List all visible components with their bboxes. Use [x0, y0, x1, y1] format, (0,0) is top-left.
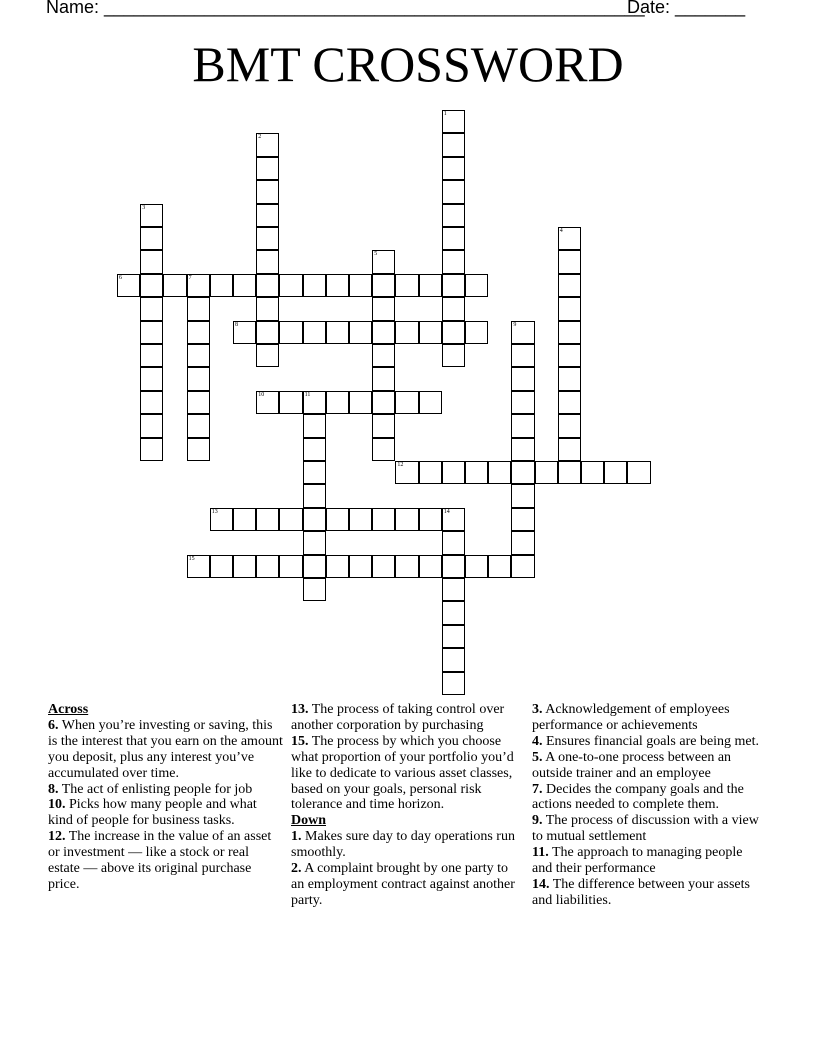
grid-cell[interactable] — [326, 391, 349, 414]
grid-cell[interactable] — [140, 297, 163, 320]
grid-cell[interactable] — [442, 601, 465, 624]
clue-down-2: 2. A complaint brought by one party to an employment contract against another party. — [291, 861, 515, 908]
grid-cell[interactable] — [419, 274, 442, 297]
grid-cell[interactable] — [349, 391, 372, 414]
clue-number: 14 — [443, 508, 450, 515]
grid-cell[interactable] — [187, 367, 210, 390]
grid-cell[interactable] — [558, 414, 581, 437]
grid-cell[interactable] — [326, 321, 349, 344]
grid-cell[interactable] — [140, 367, 163, 390]
grid-cell[interactable] — [303, 321, 326, 344]
clue-down-11: 11. The approach to managing people and their performance — [532, 845, 743, 877]
grid-cell[interactable] — [372, 344, 395, 367]
grid-cell[interactable] — [442, 274, 465, 297]
grid-cell[interactable] — [395, 391, 418, 414]
grid-cell[interactable] — [442, 297, 465, 320]
grid-cell[interactable] — [395, 555, 418, 578]
clues-column-3 — [532, 702, 764, 909]
grid-cell[interactable] — [303, 391, 326, 414]
grid-cell[interactable] — [303, 274, 326, 297]
clue-across-15: 15. The process by which you choose what proportion of your portfolio you’d like to dedicate to various asset classes, based on your goals, personal risk tolerance and time horizon. — [291, 733, 514, 813]
grid-cell[interactable] — [256, 180, 279, 203]
grid-cell[interactable] — [465, 321, 488, 344]
clue-number: 11 — [304, 391, 311, 398]
grid-cell[interactable] — [233, 508, 256, 531]
grid-cell[interactable] — [511, 484, 534, 507]
grid-cell[interactable] — [372, 321, 395, 344]
grid-cell[interactable] — [256, 297, 279, 320]
grid-cell[interactable] — [465, 274, 488, 297]
grid-cell[interactable] — [442, 227, 465, 250]
clue-across-10: 10. Picks how many people and what kind of people for business tasks. — [48, 797, 257, 829]
grid-cell[interactable] — [303, 508, 326, 531]
clue-down-4: 4. Ensures financial goals are being met. — [532, 733, 760, 749]
grid-cell[interactable] — [256, 555, 279, 578]
grid-cell[interactable] — [140, 204, 163, 227]
grid-cell[interactable] — [558, 227, 581, 250]
grid-cell[interactable] — [303, 555, 326, 578]
clue-down-1: 1. Makes sure day to day operations run smoothly. — [291, 829, 515, 861]
clue-number: 13 — [211, 508, 218, 515]
clue-across-6: 6. When you’re investing or saving, this is the interest that you earn on the amount you deposit, plus any interest you’ve accumulated over time. — [48, 717, 283, 781]
grid-cell[interactable] — [187, 297, 210, 320]
grid-cell[interactable] — [511, 555, 534, 578]
grid-cell[interactable] — [187, 321, 210, 344]
grid-cell[interactable] — [442, 531, 465, 554]
grid-cell[interactable] — [442, 555, 465, 578]
grid-cell[interactable] — [372, 274, 395, 297]
grid-cell[interactable] — [210, 274, 233, 297]
page-title: BMT CROSSWORD — [192, 36, 624, 92]
grid-cell[interactable] — [279, 508, 302, 531]
grid-cell[interactable] — [279, 555, 302, 578]
grid-cell[interactable] — [511, 391, 534, 414]
grid-cell[interactable] — [117, 274, 140, 297]
grid-cell[interactable] — [442, 204, 465, 227]
grid-cell[interactable] — [187, 555, 210, 578]
grid-cell[interactable] — [395, 461, 418, 484]
grid-cell[interactable] — [488, 555, 511, 578]
grid-cell[interactable] — [256, 250, 279, 273]
grid-cell[interactable] — [303, 531, 326, 554]
grid-cell[interactable] — [256, 274, 279, 297]
grid-cell[interactable] — [442, 157, 465, 180]
grid-cell[interactable] — [558, 274, 581, 297]
clue-number: 15 — [188, 555, 195, 562]
grid-cell[interactable] — [349, 508, 372, 531]
grid-cell[interactable] — [511, 461, 534, 484]
grid-cell[interactable] — [210, 555, 233, 578]
across-heading: Across — [48, 702, 89, 717]
grid-cell[interactable] — [558, 344, 581, 367]
grid-cell[interactable] — [419, 461, 442, 484]
grid-cell[interactable] — [140, 438, 163, 461]
grid-cell[interactable] — [140, 227, 163, 250]
grid-cell[interactable] — [419, 391, 442, 414]
clue-number: 12 — [397, 462, 404, 468]
grid-cell[interactable] — [558, 438, 581, 461]
grid-cell[interactable] — [581, 461, 604, 484]
grid-cell[interactable] — [233, 321, 256, 344]
grid-cell[interactable] — [256, 227, 279, 250]
grid-cell[interactable] — [140, 274, 163, 297]
grid-cell[interactable] — [395, 274, 418, 297]
grid-cell[interactable] — [303, 438, 326, 461]
clue-number: 3 — [142, 204, 146, 211]
clue-across-12: 12. The increase in the value of an asset or investment — like a stock or real estate — above its original purchase price. — [48, 829, 272, 892]
grid-cell[interactable] — [372, 250, 395, 273]
grid-cell[interactable] — [372, 438, 395, 461]
grid-cell[interactable] — [511, 321, 534, 344]
grid-cell[interactable] — [488, 461, 511, 484]
grid-cell[interactable] — [163, 274, 186, 297]
clue-across-8: 8. The act of enlisting people for job — [48, 781, 253, 797]
grid-cell[interactable] — [395, 321, 418, 344]
grid-cell[interactable] — [303, 414, 326, 437]
grid-cell[interactable] — [326, 555, 349, 578]
grid-cell[interactable] — [140, 391, 163, 414]
grid-cell[interactable] — [511, 531, 534, 554]
grid-cell[interactable] — [256, 344, 279, 367]
grid-cell[interactable] — [627, 461, 650, 484]
grid-cell[interactable] — [326, 274, 349, 297]
date-field[interactable]: Date: _______ — [627, 0, 746, 17]
grid-cell[interactable] — [442, 672, 465, 695]
grid-cell[interactable] — [372, 555, 395, 578]
grid-cell[interactable] — [442, 133, 465, 156]
clues-column-2 — [291, 702, 523, 909]
grid-cell[interactable] — [419, 508, 442, 531]
grid-cell[interactable] — [187, 344, 210, 367]
grid-cell[interactable] — [233, 274, 256, 297]
grid-cell[interactable] — [558, 250, 581, 273]
grid-cell[interactable] — [372, 414, 395, 437]
grid-cell[interactable] — [442, 578, 465, 601]
grid-cell[interactable] — [372, 297, 395, 320]
grid-cell[interactable] — [140, 344, 163, 367]
grid-cell[interactable] — [535, 461, 558, 484]
grid-cell[interactable] — [372, 391, 395, 414]
grid-cell[interactable] — [511, 438, 534, 461]
grid-cell[interactable] — [558, 321, 581, 344]
grid-cell[interactable] — [326, 508, 349, 531]
grid-cell[interactable] — [419, 555, 442, 578]
grid-cell[interactable] — [349, 555, 372, 578]
clue-number: 9 — [513, 321, 517, 328]
grid-cell[interactable] — [442, 110, 465, 133]
grid-cell[interactable] — [372, 508, 395, 531]
clue-down-3: 3. Acknowledgement of employees performance or achievements — [532, 702, 730, 733]
clue-down-7: 7. Decides the company goals and the actions needed to complete them. — [532, 781, 744, 813]
grid-cell[interactable] — [279, 321, 302, 344]
grid-cell[interactable] — [558, 367, 581, 390]
grid-cell[interactable] — [511, 414, 534, 437]
grid-cell[interactable] — [442, 625, 465, 648]
grid-cell[interactable] — [442, 508, 465, 531]
grid-cell[interactable] — [233, 555, 256, 578]
grid-cell[interactable] — [511, 344, 534, 367]
clue-down-14: 14. The difference between your assets and liabilities. — [532, 876, 750, 908]
clue-number: 6 — [119, 274, 122, 281]
down-heading: Down — [291, 813, 327, 829]
clue-number: 1 — [443, 111, 447, 117]
grid-cell[interactable] — [419, 321, 442, 344]
grid-cell[interactable] — [187, 274, 210, 297]
grid-cell[interactable] — [558, 391, 581, 414]
clue-number: 4 — [559, 228, 563, 234]
grid-cell[interactable] — [303, 578, 326, 601]
grid-cell[interactable] — [187, 438, 210, 461]
clue-down-9: 9. The process of discussion with a view to mutual settlement — [532, 813, 759, 845]
grid-cell[interactable] — [395, 508, 418, 531]
clue-number: 8 — [235, 321, 238, 328]
clue-down-5: 5. A one-to-one process between an outside trainer and an employee — [532, 749, 732, 781]
grid-cell[interactable] — [442, 180, 465, 203]
grid-cell[interactable] — [442, 461, 465, 484]
grid-cell[interactable] — [558, 297, 581, 320]
grid-cell[interactable] — [303, 484, 326, 507]
grid-cell[interactable] — [349, 274, 372, 297]
grid-cell[interactable] — [465, 555, 488, 578]
grid-cell[interactable] — [442, 250, 465, 273]
grid-cell[interactable] — [303, 461, 326, 484]
grid-cell[interactable] — [256, 321, 279, 344]
grid-cell[interactable] — [256, 391, 279, 414]
grid-cell[interactable] — [187, 391, 210, 414]
grid-cell[interactable] — [256, 204, 279, 227]
grid-cell[interactable] — [511, 508, 534, 531]
grid-cell[interactable] — [442, 648, 465, 671]
grid-cell[interactable] — [140, 414, 163, 437]
clues-column-1 — [48, 702, 284, 893]
clue-number: 7 — [188, 274, 192, 281]
grid-cell[interactable] — [372, 367, 395, 390]
grid-cell[interactable] — [256, 508, 279, 531]
grid-cell[interactable] — [349, 321, 372, 344]
grid-cell[interactable] — [511, 367, 534, 390]
clue-number: 2 — [258, 134, 262, 141]
grid-cell[interactable] — [256, 133, 279, 156]
grid-cell[interactable] — [210, 508, 233, 531]
grid-cell[interactable] — [256, 157, 279, 180]
grid-cell[interactable] — [279, 391, 302, 414]
clue-number: 10 — [258, 391, 265, 398]
grid-cell[interactable] — [187, 414, 210, 437]
grid-cell[interactable] — [140, 321, 163, 344]
clue-number: 5 — [374, 251, 378, 258]
grid-cell[interactable] — [465, 461, 488, 484]
name-field[interactable]: Name: ______________________________________________________ — [46, 0, 645, 17]
grid-cell[interactable] — [442, 344, 465, 367]
grid-cell[interactable] — [279, 274, 302, 297]
grid-cell[interactable] — [558, 461, 581, 484]
grid-cell[interactable] — [604, 461, 627, 484]
clue-across-13: 13. The process of taking control over another corporation by purchasing — [291, 702, 505, 733]
grid-cell[interactable] — [140, 250, 163, 273]
grid-cell[interactable] — [442, 321, 465, 344]
